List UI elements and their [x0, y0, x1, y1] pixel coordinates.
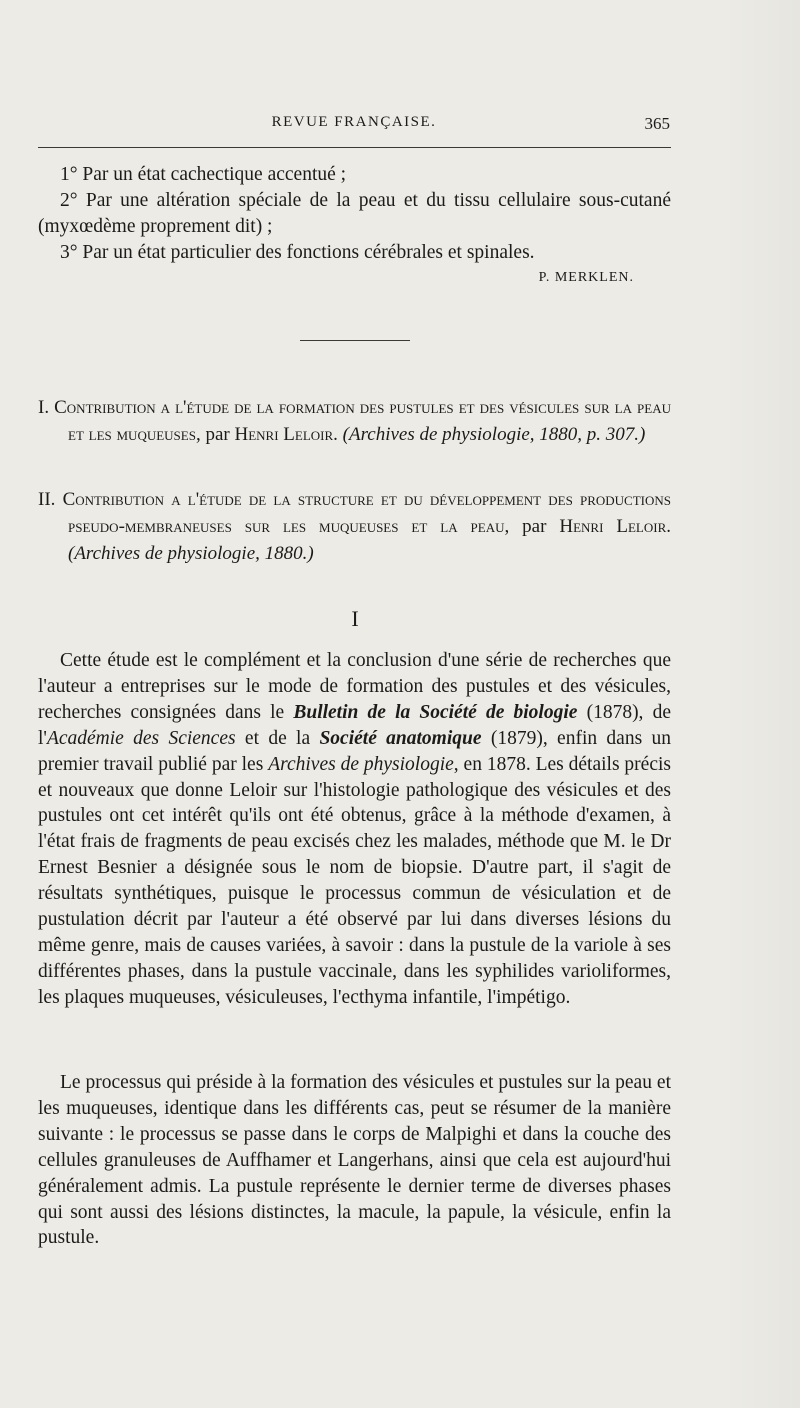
reference-2-by: par — [509, 516, 560, 537]
page-margin-shadow — [725, 0, 800, 1408]
list-item-3: 3° Par un état particulier des fonctions cérébrales et spinales. — [60, 242, 535, 263]
page-header — [38, 114, 670, 138]
paragraph-1-text-e: , en 1878. Les détails précis et nouveaux que donne Leloir sur l'histologie pathologique des vésicules et des pustules ont cet intérêt qu'ils ont été obtenus, grâce à la méthode d'examen, à l'état frais de fragments de peau excisés chez les malades, méthode que M. le Dr Ernest Besnier a désignée sous le nom de biopsie. D'autre part, il s'agit de résultats synthétiques, puisque le processus commun de vésiculation et de pustulation décrit par l'auteur a été observé par lui dans diverses lésions du même genre, mais de causes variées, à savoir : dans la pustule de la variole à ses différentes phases, dans la pustule vaccinale, dans les syphilides varioliformes, les plaques muqueuses, vésiculeuses, l'ecthyma infantile, l'impétigo. — [38, 753, 671, 1008]
paragraph-1-text-b: (1878), de l' — [38, 701, 671, 749]
paragraph-1-text-d: (1879), enfin dans un premier travail publié par les — [38, 727, 671, 775]
paragraph-1-text-a: Cette étude est le complément et la conclusion d'une série de recherches que l'auteur a entreprises sur le mode de formation des pustules et des vésicules, recherches consignées dans le — [38, 650, 671, 723]
reference-1-title: Contribution a l'étude de la formation des pustules et des vésicules sur la peau et les muqueuses, — [54, 397, 671, 445]
reference-1-numeral: I. — [38, 397, 50, 418]
societe-title: Société anatomique — [319, 727, 482, 749]
list-item-1: 1° Par un état cachectique accentué ; — [60, 164, 347, 185]
reference-1 — [38, 394, 671, 448]
paragraph-1 — [38, 648, 671, 1011]
archives-title: Archives de physiologie — [268, 753, 454, 775]
page-number: 365 — [644, 114, 670, 133]
section-numeral: I — [351, 606, 359, 631]
reference-1-by: par — [200, 424, 235, 445]
reference-2 — [38, 486, 671, 567]
reference-1-author: Henri Leloir. — [234, 424, 338, 445]
bulletin-title: Bulletin de la Société de biologie — [293, 701, 578, 723]
running-title: REVUE FRANÇAISE. — [271, 114, 437, 130]
section-divider — [300, 340, 410, 341]
paragraph-1-text-c: et de la — [235, 727, 320, 749]
reference-2-numeral: II. — [38, 489, 56, 510]
reference-1-source: (Archives de physiologie, 1880, p. 307.) — [342, 424, 646, 445]
reference-2-title: Contribution a l'étude de la structure et du développement des productions pseudo-membraneuses sur les muqueuses et la peau, — [62, 489, 672, 537]
list-item-2: 2° Par une altération spéciale de la peau et du tissu cellulaire sous-cutané (myxœdème proprement dit) ; — [38, 190, 671, 237]
academie-title: Académie des Sciences — [46, 727, 236, 749]
reference-2-author: Henri Leloir. — [559, 516, 671, 537]
reference-2-source: (Archives de physiologie, 1880.) — [68, 543, 314, 564]
header-rule — [38, 147, 671, 148]
paragraph-2: Le processus qui préside à la formation des vésicules et pustules sur la peau et les muqueuses, identique dans les différents cas, peut se résumer de la manière suivante : le processus se passe dans le corps de Malpighi et dans la couche des cellules granuleuses de Auffhamer et Langerhans, ainsi que cela est aujourd'hui généralement admis. La pustule représente le dernier terme de diverses phases qui sont aussi des lésions distinctes, la macule, la papule, la vésicule, enfin la pustule. — [38, 1072, 671, 1249]
list-block — [38, 162, 671, 266]
author-signature: P. MERKLEN. — [538, 270, 634, 285]
